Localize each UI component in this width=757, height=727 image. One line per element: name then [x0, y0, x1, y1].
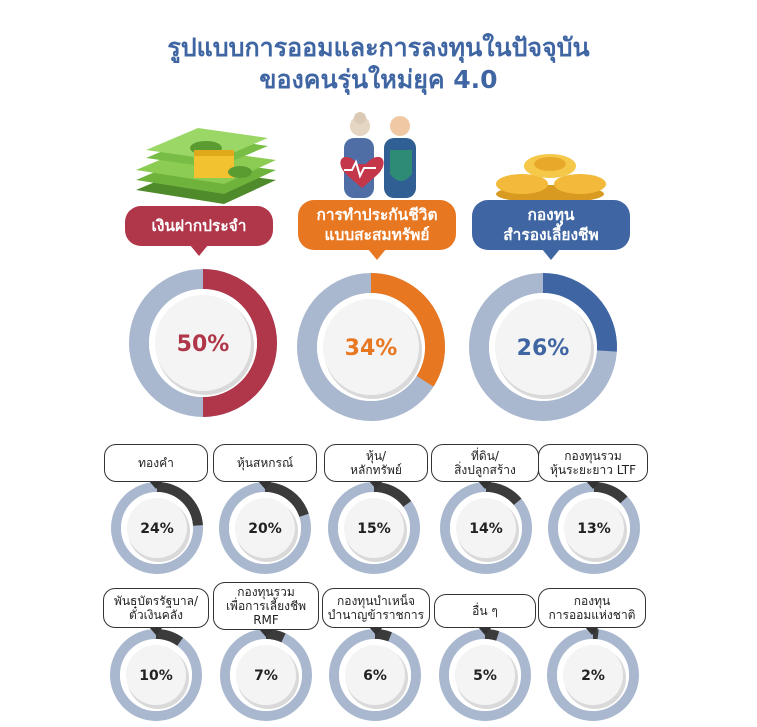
- minor-donut-6-value: 7%: [254, 668, 278, 685]
- minor-donut-9-value: 2%: [581, 668, 605, 685]
- major-label-provident-fund: กองทุน สำรองเลี้ยงชีพ: [472, 200, 630, 250]
- minor-donut-3-value: 14%: [469, 521, 503, 538]
- minor-donut-8-value: 5%: [473, 668, 497, 685]
- callout-others: อื่น ๆ: [434, 594, 536, 628]
- minor-donut-4-value: 13%: [577, 521, 611, 538]
- callout-gov-bonds: พันธบัตรรัฐบาล/ ตั๋วเงินคลัง: [103, 588, 209, 628]
- minor-donut-1-value: 20%: [248, 521, 282, 538]
- major-donut-2-value: 26%: [516, 335, 570, 361]
- major-donut-1-value: 34%: [344, 335, 398, 361]
- callout-gold: ทองคำ: [104, 444, 208, 482]
- minor-donut-7-value: 6%: [363, 668, 387, 685]
- minor-donut-0-value: 24%: [140, 521, 174, 538]
- callout-gpf: กองทุนบำเหน็จ บำนาญข้าราชการ: [322, 588, 430, 628]
- major-donut-0-value: 50%: [176, 331, 230, 357]
- major-label-fixed-deposit: เงินฝากประจำ: [125, 206, 273, 246]
- minor-donut-2-value: 15%: [357, 521, 391, 538]
- major-label-life-insurance: การทำประกันชีวิต แบบสะสมทรัพย์: [298, 200, 456, 250]
- callout-ltf: กองทุนรวม หุ้นระยะยาว LTF: [538, 444, 648, 482]
- title-line-2: ของคนรุ่นใหม่ยุค 4.0: [259, 65, 498, 94]
- callout-rmf: กองทุนรวม เพื่อการเลี้ยงชีพ RMF: [213, 582, 319, 630]
- callout-coop-shares: หุ้นสหกรณ์: [213, 444, 317, 482]
- callout-stocks: หุ้น/ หลักทรัพย์: [324, 444, 428, 482]
- callout-nsf: กองทุน การออมแห่งชาติ: [538, 588, 646, 628]
- callout-land: ที่ดิน/ สิ่งปลูกสร้าง: [431, 444, 539, 482]
- minor-donut-5-value: 10%: [139, 668, 173, 685]
- title-line-1: รูปแบบการออมและการลงทุนในปัจจุบัน: [167, 33, 590, 62]
